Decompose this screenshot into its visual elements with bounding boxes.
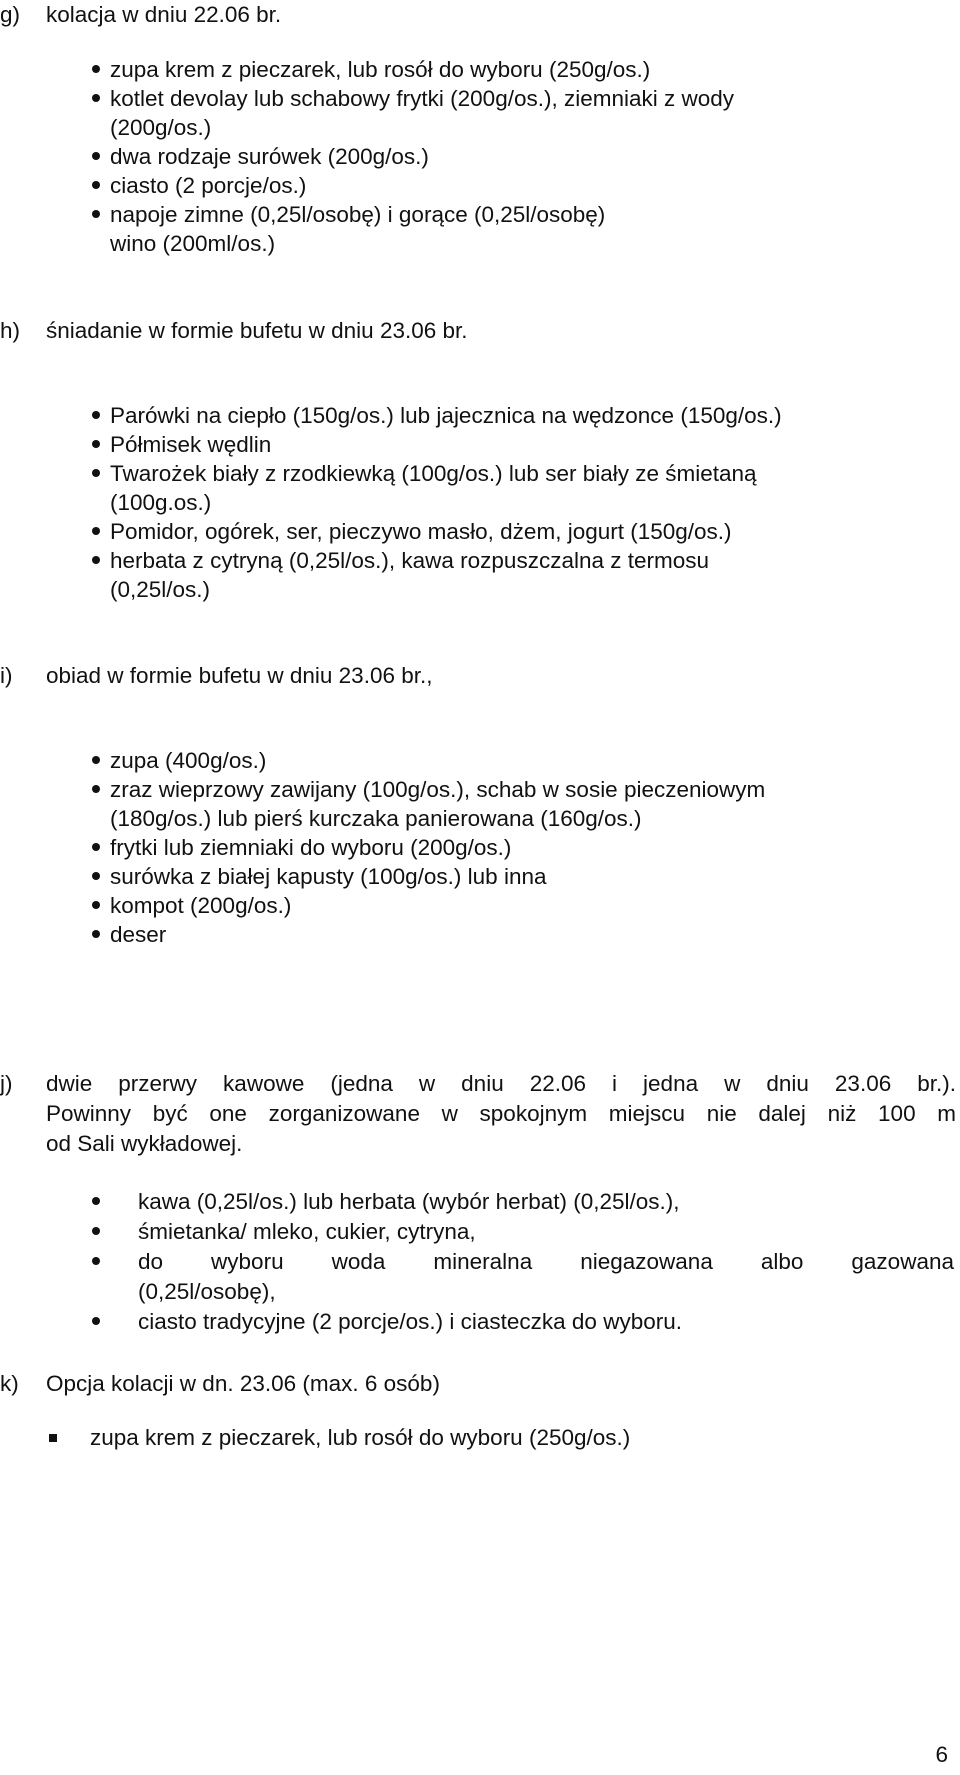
bullet-icon	[92, 65, 100, 73]
list-item: zupa krem z pieczarek, lub rosół do wyboru (250g/os.)	[110, 57, 651, 82]
bullet-icon	[92, 756, 100, 764]
list-item: napoje zimne (0,25l/osobę) i gorące (0,25l/osobę)	[110, 202, 606, 227]
bullet-icon	[92, 440, 100, 448]
bullet-icon	[92, 1317, 100, 1325]
list-item: Parówki na ciepło (150g/os.) lub jajecznica na wędzonce (150g/os.)	[110, 403, 782, 428]
section-h-label: h)	[0, 318, 21, 343]
bullet-icon	[92, 152, 100, 160]
section-h-title: śniadanie w formie bufetu w dniu 23.06 br.	[46, 318, 468, 343]
bullet-icon	[92, 1197, 100, 1205]
square-bullet-icon	[49, 1434, 57, 1442]
list-item: dwa rodzaje surówek (200g/os.)	[110, 144, 429, 169]
section-i-label: i)	[0, 663, 13, 688]
list-item: herbata z cytryną (0,25l/os.), kawa rozpuszczalna z termosu	[110, 548, 710, 573]
bullet-icon	[92, 901, 100, 909]
section-g-title: kolacja w dniu 22.06 br.	[46, 2, 282, 27]
bullet-icon	[92, 785, 100, 793]
list-item: Półmisek wędlin	[110, 432, 272, 457]
list-item: ciasto tradycyjne (2 porcje/os.) i ciasteczka do wyboru.	[138, 1309, 682, 1334]
section-j-paragraph-line: Powinny być one zorganizowane w spokojnym miejscu nie dalej niż 100 m	[46, 1101, 956, 1126]
list-item: deser	[110, 922, 167, 947]
list-item: Pomidor, ogórek, ser, pieczywo masło, dżem, jogurt (150g/os.)	[110, 519, 732, 544]
bullet-icon	[92, 210, 100, 218]
page-number: 6	[935, 1742, 948, 1767]
bullet-icon	[92, 94, 100, 102]
list-item: kompot (200g/os.)	[110, 893, 292, 918]
list-item: kotlet devolay lub schabowy frytki (200g/os.), ziemniaki z wody	[110, 86, 735, 111]
bullet-icon	[92, 527, 100, 535]
list-item-continuation: (0,25l/os.)	[110, 577, 211, 602]
list-item-continuation: (180g/os.) lub pierś kurczaka panierowana (160g/os.)	[110, 806, 642, 831]
list-item-continuation: (0,25l/osobę),	[138, 1279, 276, 1304]
bullet-icon	[92, 411, 100, 419]
bullet-icon	[92, 1257, 100, 1265]
section-j-label: j)	[0, 1071, 13, 1096]
bullet-icon	[92, 872, 100, 880]
list-item: kawa (0,25l/os.) lub herbata (wybór herbat) (0,25l/os.),	[138, 1189, 680, 1214]
list-item-continuation: (200g/os.)	[110, 115, 212, 140]
list-item: surówka z białej kapusty (100g/os.) lub inna	[110, 864, 547, 889]
list-item: zupa krem z pieczarek, lub rosół do wyboru (250g/os.)	[90, 1425, 631, 1450]
bullet-icon	[92, 181, 100, 189]
list-item: Twarożek biały z rzodkiewką (100g/os.) lub ser biały ze śmietaną	[110, 461, 757, 486]
section-k-label: k)	[0, 1371, 19, 1396]
list-item-continuation: wino (200ml/os.)	[110, 231, 276, 256]
section-j-title: dwie przerwy kawowe (jedna w dniu 22.06 i jedna w dniu 23.06 br.).	[46, 1071, 956, 1096]
bullet-icon	[92, 843, 100, 851]
section-g-label: g)	[0, 2, 21, 27]
list-item: ciasto (2 porcje/os.)	[110, 173, 307, 198]
list-item: zupa (400g/os.)	[110, 748, 267, 773]
section-k-title: Opcja kolacji w dn. 23.06 (max. 6 osób)	[46, 1371, 440, 1396]
list-item: do wyboru woda mineralna niegazowana albo gazowana	[138, 1249, 954, 1274]
bullet-icon	[92, 556, 100, 564]
section-i-title: obiad w formie bufetu w dniu 23.06 br.,	[46, 663, 433, 688]
list-item: frytki lub ziemniaki do wyboru (200g/os.)	[110, 835, 512, 860]
list-item: zraz wieprzowy zawijany (100g/os.), schab w sosie pieczeniowym	[110, 777, 766, 802]
list-item-continuation: (100g.os.)	[110, 490, 212, 515]
section-j-paragraph-line: od Sali wykładowej.	[46, 1131, 243, 1156]
bullet-icon	[92, 1227, 100, 1235]
list-item: śmietanka/ mleko, cukier, cytryna,	[138, 1219, 476, 1244]
bullet-icon	[92, 930, 100, 938]
bullet-icon	[92, 469, 100, 477]
